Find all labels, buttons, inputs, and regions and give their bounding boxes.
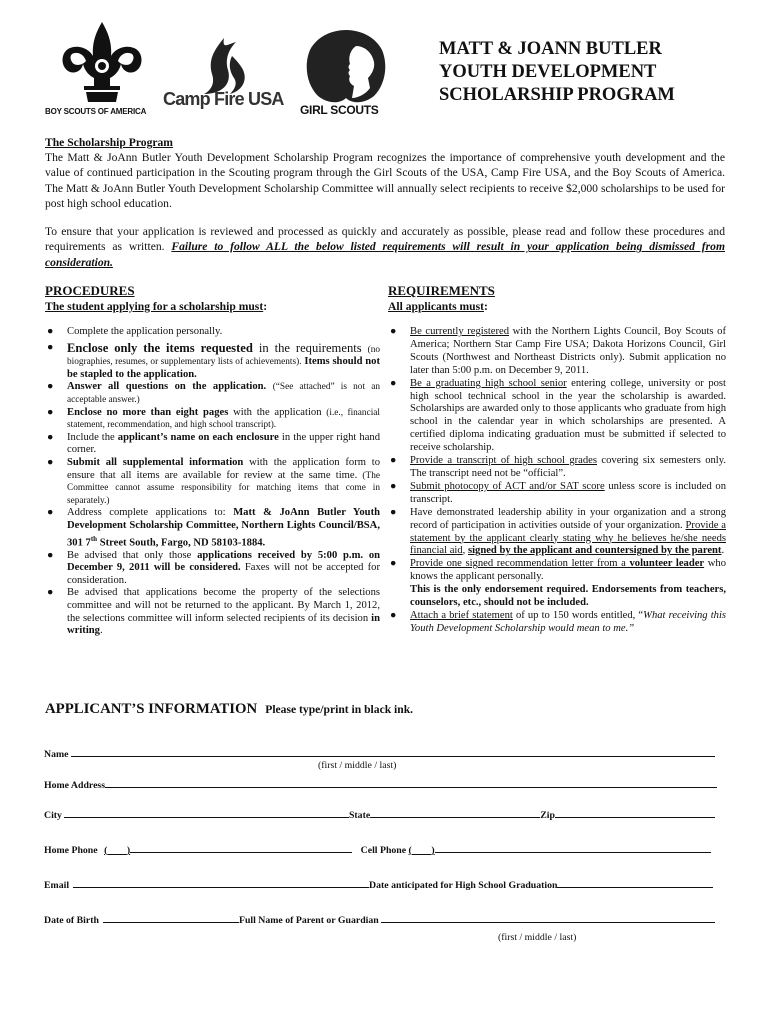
cell-phone-field[interactable] bbox=[435, 843, 711, 853]
title-line-3: SCHOLARSHIP PROGRAM bbox=[439, 85, 675, 105]
page-title bbox=[439, 38, 675, 107]
guardian-label: Full Name of Parent or Guardian bbox=[238, 915, 379, 926]
list-item: ● Provide one signed recommendation letter from a volunteer leader who knows the applicant personally. This is the only endorsement required. Endorsements from teachers, counselors, etc., should not be included. bbox=[390, 558, 726, 609]
guardian-hint: (first / middle / last) bbox=[498, 932, 577, 943]
list-item: ● Address complete applications to: Matt & JoAnn Butler Youth Development Scholarship Committee, Northern Lights Council/BSA, 301 7th Street South, Fargo, ND 58103-1884. bbox=[47, 507, 380, 549]
grad-date-label: Date anticipated for High School Graduation bbox=[369, 880, 558, 891]
bullet-icon: ● bbox=[47, 381, 54, 393]
home-address-row bbox=[44, 778, 717, 791]
campfire-caption: Camp Fire USA bbox=[163, 89, 284, 109]
name-row bbox=[44, 747, 715, 760]
intro-heading: The Scholarship Program bbox=[45, 136, 173, 149]
list-item: ● Be currently registered with the Northern Lights Council, Boy Scouts of America; Northern Star Camp Fire USA; Dakota Horizons Council, Girl Scouts (Northwest and Northeast Districts only). Submit application no later than 5:00 p.m. on December 9, 2011. bbox=[390, 326, 726, 376]
girlscouts-logo bbox=[302, 28, 390, 106]
guardian-field[interactable] bbox=[381, 913, 715, 923]
home-phone-field[interactable] bbox=[130, 843, 352, 853]
requirements-section bbox=[388, 283, 726, 636]
procedures-heading: PROCEDURES bbox=[45, 283, 135, 298]
bullet-icon: ● bbox=[390, 455, 397, 467]
email-label: Email bbox=[44, 880, 70, 891]
cell-phone-area-code[interactable]: ( ) bbox=[408, 845, 435, 856]
applicant-header bbox=[45, 700, 413, 718]
list-item: ● Enclose only the items requested in the requirements (no biographies, resumes, or supplementary lists of achievements). Items should not be stapled to the application. bbox=[47, 340, 380, 380]
bullet-icon: ● bbox=[390, 609, 397, 621]
home-phone-area-code[interactable]: ( ) bbox=[104, 845, 131, 856]
home-address-field[interactable] bbox=[105, 778, 717, 788]
bullet-icon: ● bbox=[390, 326, 397, 337]
bullet-icon: ● bbox=[47, 507, 54, 519]
bullet-icon: ● bbox=[47, 431, 54, 443]
list-item: ● Complete the application personally. bbox=[47, 326, 223, 337]
bullet-icon: ● bbox=[47, 549, 54, 561]
list-item: ● Provide a transcript of high school grades covering six semesters only. The transcript need not be “official”. bbox=[390, 455, 727, 479]
name-hint: (first / middle / last) bbox=[318, 760, 397, 771]
name-field[interactable] bbox=[71, 747, 715, 757]
list-item: ● Answer all questions on the application. (“See attached” is not an acceptable answer.) bbox=[47, 381, 380, 405]
grad-date-field[interactable] bbox=[557, 878, 713, 888]
list-item: ● Submit all supplemental information with the application form to ensure that all items are available for review at the same time. (The Committee cannot assume responsibility for matching items that come in separately.) bbox=[47, 456, 380, 506]
city-label: City bbox=[44, 810, 62, 821]
dob-label: Date of Birth bbox=[44, 915, 99, 926]
zip-label: Zip bbox=[540, 810, 555, 821]
list-item: ● Be advised that applications become the property of the selections committee and will not be returned to the applicant. By March 1, 2012, the selections committee will inform selected recipients of its decision in writing. bbox=[47, 587, 380, 637]
requirements-subheading-colon: : bbox=[484, 300, 488, 313]
city-row bbox=[44, 808, 715, 821]
intro-paragraph-1: The Matt & JoAnn Butler Youth Development Scholarship Program recognizes the importance of comprehensive youth development and the value of continued participation in the Scouting program through the Girl Scouts of the USA, Camp Fire USA, and the Boy Scouts of America. The Matt & JoAnn Butler Youth Development Scholarship Committee will annually select recipients to receive $2,000 scholarships to be used for post high school education. bbox=[45, 151, 725, 210]
list-item: ● Include the applicant’s name on each enclosure in the upper right hand corner. bbox=[47, 431, 380, 456]
list-item: ● Have demonstrated leadership ability in your organization and a strong record of participation in activities outside of your organization. Provide a statement by the applicant clearly stating why he believes he/she needs financial aid, signed by the applicant and countersigned by the parent. bbox=[390, 506, 727, 557]
procedures-section bbox=[45, 283, 380, 638]
list-item: ● Attach a brief statement of up to 150 words entitled, “What receiving this Youth Development Scholarship would mean to me.” bbox=[390, 609, 727, 634]
title-line-2: YOUTH DEVELOPMENT bbox=[439, 62, 657, 82]
zip-field[interactable] bbox=[555, 808, 715, 818]
dob-field[interactable] bbox=[103, 913, 239, 923]
bsa-caption: BOY SCOUTS OF AMERICA bbox=[45, 107, 147, 116]
list-item: ● Be a graduating high school senior entering college, university or post high school technical school in the year the scholarship is awarded. Scholarships are awarded only to those applicants who graduate from high school in the calendar year in which scholarships are presented. A certified diploma indicating graduation must be submitted if selected to receive scholarship. bbox=[390, 377, 726, 454]
intro-paragraph-2-text: To ensure that your application is reviewed and processed as quickly and accurately as possible, please read and follow these procedures and requirements as written. bbox=[45, 225, 725, 254]
email-row bbox=[44, 878, 713, 891]
requirements-subheading bbox=[388, 299, 726, 314]
bullet-icon: ● bbox=[47, 587, 54, 599]
home-address-label: Home Address bbox=[44, 780, 106, 791]
home-phone-label: Home Phone bbox=[44, 845, 98, 856]
requirements-list bbox=[388, 326, 726, 636]
bullet-icon: ● bbox=[390, 480, 397, 492]
intro-warning: Failure to follow ALL the below listed requirements will result in your application being dismissed from consideration. bbox=[45, 240, 725, 269]
list-item: ● Enclose no more than eight pages with the application (i.e., financial statement, recommendation, and high school transcript). bbox=[47, 406, 381, 431]
intro-paragraph-2 bbox=[45, 224, 725, 270]
procedures-list bbox=[45, 326, 380, 638]
bullet-icon: ● bbox=[390, 377, 397, 389]
bullet-icon: ● bbox=[390, 558, 397, 570]
name-label: Name bbox=[44, 749, 69, 760]
campfire-logo bbox=[188, 36, 258, 96]
list-item: ● Be advised that only those applications received by 5:00 p.m. on December 9, 2011 will be considered. Faxes will not be accepted for consideration. bbox=[47, 549, 381, 586]
bullet-icon: ● bbox=[390, 506, 397, 518]
bullet-icon: ● bbox=[47, 456, 54, 468]
phone-row bbox=[44, 843, 711, 856]
girlscouts-caption: GIRL SCOUTS bbox=[300, 103, 379, 117]
email-field[interactable] bbox=[73, 878, 369, 888]
cell-phone-label: Cell Phone bbox=[360, 845, 407, 856]
procedures-subheading-text: The student applying for a scholarship must bbox=[45, 300, 264, 313]
title-line-1: MATT & JOANN BUTLER bbox=[439, 39, 662, 59]
bullet-icon: ● bbox=[47, 341, 54, 353]
requirements-subheading-text: All applicants must bbox=[388, 300, 484, 313]
intro-section bbox=[45, 135, 725, 270]
state-field[interactable] bbox=[370, 808, 540, 818]
procedures-subheading bbox=[45, 299, 380, 314]
requirements-heading: REQUIREMENTS bbox=[388, 283, 495, 298]
applicant-note: Please type/print in black ink. bbox=[265, 703, 414, 716]
city-field[interactable] bbox=[64, 808, 349, 818]
list-item: ● Submit photocopy of ACT and/or SAT score unless score is included on transcript. bbox=[390, 480, 727, 505]
bullet-icon: ● bbox=[47, 326, 54, 337]
dob-row bbox=[44, 913, 715, 926]
applicant-heading: APPLICANT’S INFORMATION bbox=[45, 701, 258, 717]
procedures-subheading-colon: : bbox=[263, 300, 268, 313]
state-label: State bbox=[348, 810, 371, 821]
bullet-icon: ● bbox=[47, 406, 54, 418]
